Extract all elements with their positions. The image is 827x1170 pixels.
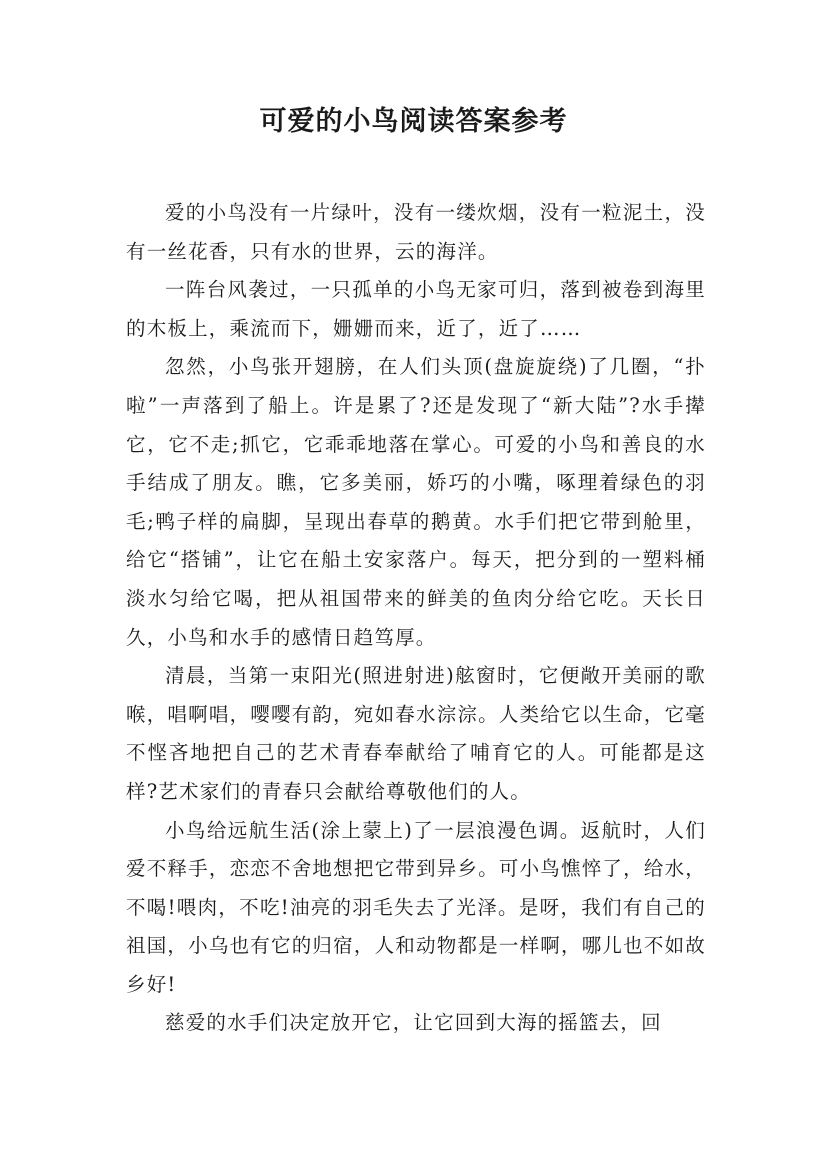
paragraph: 一阵台风袭过，一只孤单的小鸟无家可归，落到被卷到海里的木板上，乘流而下，姗姗而来，近了，近了…… xyxy=(126,278,706,340)
paragraph: 爱的小鸟没有一片绿叶，没有一缕炊烟，没有一粒泥土，没有一丝花香，只有水的世界，云的海洋。 xyxy=(126,201,706,263)
paragraph: 小鸟给远航生活(涂上蒙上)了一层浪漫色调。返航时，人们爱不释手，恋恋不舍地想把它带到异乡。可小鸟憔悴了，给水，不喝!喂肉，不吃!油亮的羽毛失去了光泽。是呀，我们有自己的祖国，小乌也有它的归宿，人和动物都是一样啊，哪儿也不如故乡好! xyxy=(126,818,706,996)
document-title: 可爱的小鸟阅读答案参考 xyxy=(259,106,568,137)
paragraph: 慈爱的水手们决定放开它，让它回到大海的摇篮去，回 xyxy=(165,1011,662,1035)
paragraph: 忽然，小鸟张开翅膀，在人们头顶(盘旋旋绕)了几圈，“扑啦”一声落到了船上。许是累了?还是发现了“新大陆”?水手撵它，它不走;抓它，它乖乖地落在掌心。可爱的小鸟和善良的水手结成了朋友。瞧，它多美丽，娇巧的小嘴，啄理着绿色的羽毛;鸭子样的扁脚，呈现出春草的鹅黄。水手们把它带到舱里，给它“搭铺”，让它在船土安家落户。每天，把分到的一塑料桶淡水匀给它喝，把从祖国带来的鲜美的鱼肉分给它吃。天长日久，小鸟和水手的感情日趋笃厚。 xyxy=(126,355,706,649)
paragraph: 清晨，当第一束阳光(照进射进)舷窗时，它便敞开美丽的歌喉，唱啊唱，嘤嘤有韵，宛如春水淙淙。人类给它以生命，它毫不悭吝地把自己的艺术青春奉献给了哺育它的人。可能都是这样?艺术家们的青春只会献给尊敬他们的人。 xyxy=(126,664,706,803)
document-body xyxy=(126,194,706,1043)
